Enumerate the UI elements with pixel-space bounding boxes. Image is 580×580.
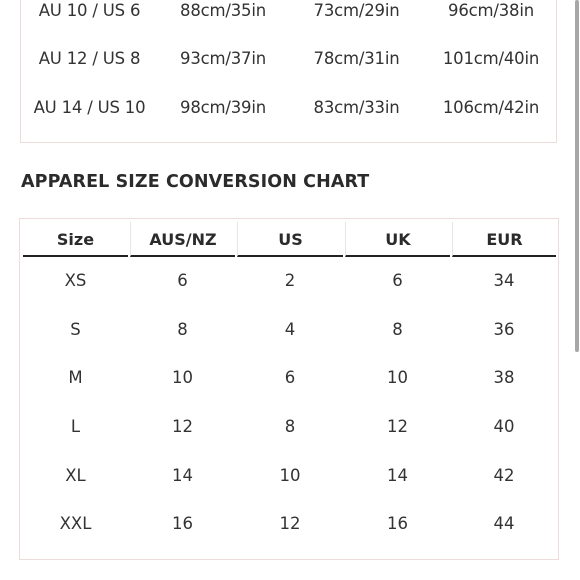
column-header-uk: UK bbox=[345, 222, 450, 257]
size-conversion-table bbox=[19, 218, 559, 560]
measurement-cell: 88cm/35in bbox=[180, 1, 266, 20]
table-row bbox=[21, 96, 556, 120]
uk-cell: 12 bbox=[387, 417, 408, 436]
table-row bbox=[21, 47, 556, 71]
column-header-eur: EUR bbox=[452, 222, 556, 257]
table-row bbox=[23, 366, 556, 390]
us-cell: 2 bbox=[284, 271, 296, 290]
size-cell: AU 10 / US 6 bbox=[38, 1, 141, 20]
aus-nz-cell: 6 bbox=[177, 271, 188, 290]
eur-cell: 36 bbox=[493, 320, 515, 339]
uk-cell: 14 bbox=[387, 466, 408, 485]
measurement-cell: 73cm/29in bbox=[313, 1, 400, 20]
vertical-scrollbar[interactable] bbox=[575, 0, 579, 352]
us-cell: 12 bbox=[279, 514, 301, 533]
aus-nz-cell: 14 bbox=[172, 466, 193, 485]
size-cell: S bbox=[70, 320, 81, 339]
table-row bbox=[23, 415, 556, 439]
us-cell: 8 bbox=[284, 417, 296, 436]
column-header-size: Size bbox=[23, 222, 128, 257]
us-cell: 4 bbox=[284, 320, 296, 339]
size-cell: AU 14 / US 10 bbox=[33, 98, 146, 117]
size-cell: XL bbox=[65, 466, 86, 485]
measurement-cell: 98cm/39in bbox=[180, 98, 266, 117]
uk-cell: 6 bbox=[392, 271, 403, 290]
measurement-cell: 101cm/40in bbox=[442, 49, 540, 68]
eur-cell: 44 bbox=[493, 514, 515, 533]
eur-cell: 38 bbox=[493, 368, 515, 387]
measurement-table bbox=[20, 0, 557, 143]
us-cell: 10 bbox=[279, 466, 301, 485]
aus-nz-cell: 10 bbox=[172, 368, 193, 387]
column-header-aus-nz: AUS/NZ bbox=[130, 222, 235, 257]
table-row bbox=[23, 269, 556, 293]
size-cell: AU 12 / US 8 bbox=[38, 49, 141, 68]
size-cell: L bbox=[70, 417, 81, 436]
eur-cell: 34 bbox=[493, 271, 515, 290]
measurement-cell: 106cm/42in bbox=[442, 98, 540, 117]
aus-nz-cell: 8 bbox=[177, 320, 188, 339]
uk-cell: 16 bbox=[387, 514, 408, 533]
table-row bbox=[23, 512, 556, 536]
measurement-cell: 83cm/33in bbox=[313, 98, 400, 117]
table-row bbox=[23, 464, 556, 488]
measurement-cell: 78cm/31in bbox=[313, 49, 400, 68]
uk-cell: 8 bbox=[392, 320, 403, 339]
eur-cell: 42 bbox=[493, 466, 515, 485]
size-cell: M bbox=[68, 368, 83, 387]
size-cell: XS bbox=[64, 271, 87, 290]
table-row bbox=[21, 0, 556, 23]
us-cell: 6 bbox=[284, 368, 296, 387]
aus-nz-cell: 12 bbox=[172, 417, 193, 436]
measurement-cell: 93cm/37in bbox=[180, 49, 266, 68]
measurement-cell: 96cm/38in bbox=[448, 1, 534, 20]
eur-cell: 40 bbox=[493, 417, 515, 436]
aus-nz-cell: 16 bbox=[172, 514, 193, 533]
column-header-us: US bbox=[237, 222, 343, 257]
table-header-row bbox=[23, 222, 556, 257]
table-row bbox=[23, 318, 556, 342]
conversion-chart-title: APPAREL SIZE CONVERSION CHART bbox=[21, 172, 370, 192]
size-cell: XXL bbox=[59, 514, 92, 533]
uk-cell: 10 bbox=[387, 368, 408, 387]
